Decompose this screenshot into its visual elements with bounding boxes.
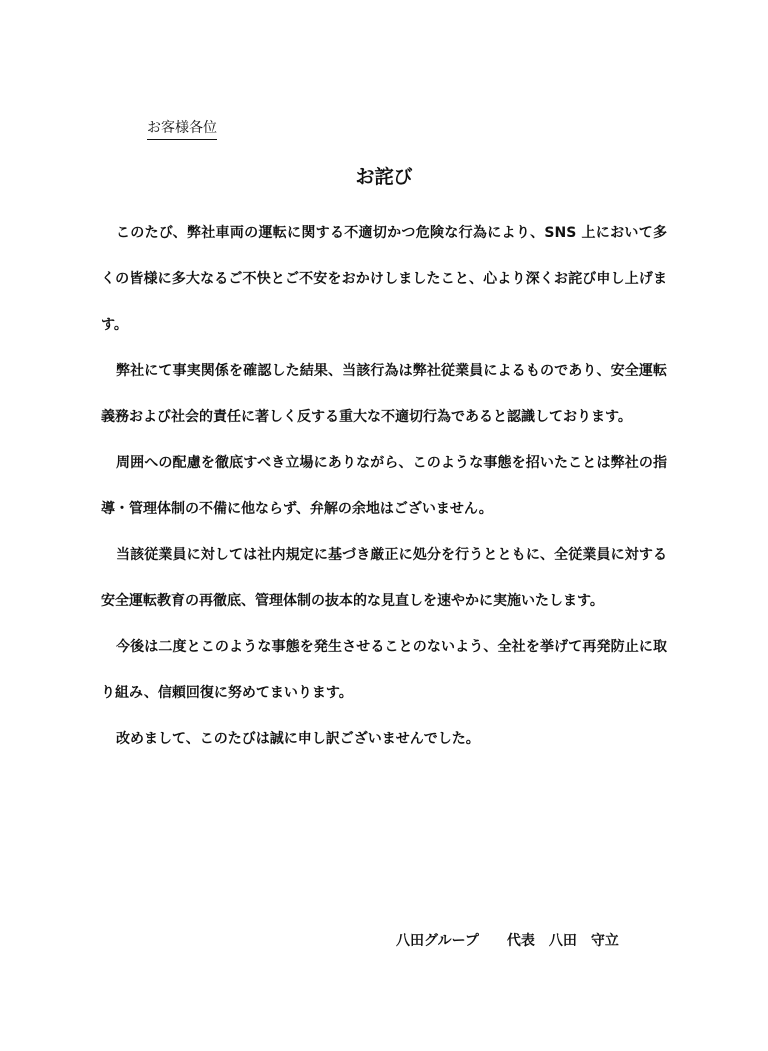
paragraph-2: 弊社にて事実関係を確認した結果、当該行為は弊社従業員によるものであり、安全運転義務および社会的責任に著しく反する重大な不適切行為であると認識しております。 [101, 363, 667, 425]
paragraph-5: 今後は二度とこのような事態を発生させることのないよう、全社を挙げて再発防止に取り組み、信頼回復に努めてまいります。 [101, 639, 667, 701]
paragraph-1: このたび、弊社車両の運転に関する不適切かつ危険な行為により、SNS 上において多くの皆様に多大なるご不快とご不安をおかけしましたこと、心より深くお詫び申し上げます。 [101, 225, 667, 333]
paragraph-3: 周囲への配慮を徹底すべき立場にありながら、このような事態を招いたことは弊社の指導・管理体制の不備に他ならず、弁解の余地はございません。 [101, 455, 667, 517]
signature: 八田グループ 代表 八田 守立 [396, 933, 619, 949]
paragraph-6: 改めまして、このたびは誠に申し訳ございませんでした。 [116, 731, 480, 747]
letter-body [101, 210, 667, 762]
paragraph-4: 当該従業員に対しては社内規定に基づき厳正に処分を行うとともに、全従業員に対する安全運転教育の再徹底、管理体制の抜本的な見直しを速やかに実施いたします。 [101, 547, 667, 609]
addressee: お客様各位 [147, 118, 217, 140]
letter-title: お詫び [355, 166, 413, 188]
